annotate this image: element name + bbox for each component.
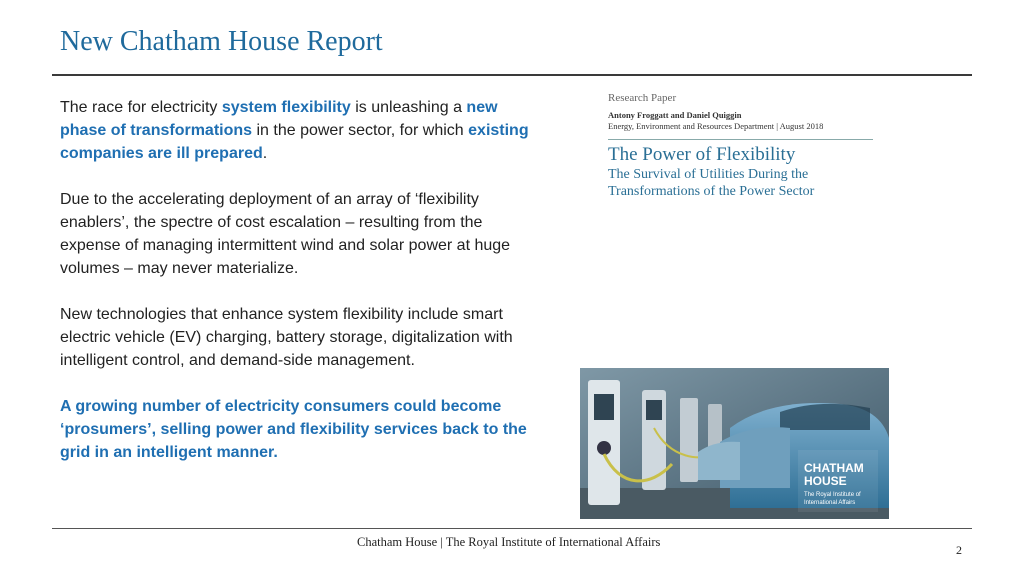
cover-label: Research Paper — [608, 92, 677, 104]
cover-title: The Power of Flexibility — [608, 144, 796, 165]
paragraph-1 — [60, 96, 540, 165]
ev-charging-illustration — [580, 368, 889, 519]
cover-authors: Antony Froggatt and Daniel Quiggin — [608, 110, 742, 120]
page-number: 2 — [956, 543, 962, 557]
p1-highlight-2: new phase of transformations — [60, 99, 498, 139]
p1-text-2: is unleashing a — [350, 99, 467, 116]
callout-paragraph: A growing number of electricity consumers could become ‘prosumers’, selling power and flexibility services back to the grid in an intelligent manner. — [60, 398, 527, 461]
logo-line-3: The Royal Institute of — [804, 492, 861, 498]
p1-text-4: . — [262, 145, 268, 162]
p1-text-3: in the power sector, for which — [252, 122, 469, 139]
chatham-house-logo — [798, 450, 878, 512]
cover-subtitle-2: Transformations of the Power Sector — [608, 184, 815, 199]
slide-title: New Chatham House Report — [60, 26, 383, 57]
logo-line-1: CHATHAM — [804, 461, 864, 475]
cover-subtitle-1: The Survival of Utilities During the — [608, 167, 809, 182]
p1-highlight-3: existing companies are ill prepared — [60, 122, 529, 162]
p1-text-1: The race for electricity — [60, 99, 222, 116]
p1-highlight-1: system flexibility — [221, 99, 351, 116]
ev-charging-photo — [580, 368, 889, 519]
logo-line-4: International Affairs — [804, 500, 856, 506]
cover-divider — [608, 139, 873, 140]
paragraph-3: New technologies that enhance system flexibility include smart electric vehicle (EV) charging, battery storage, digitalization with intelligent control, and demand-side management. — [60, 306, 513, 369]
body-text — [60, 96, 540, 487]
footer-text: Chatham House | The Royal Institute of International Affairs — [357, 535, 661, 549]
cover-department: Energy, Environment and Resources Department | August 2018 — [608, 121, 824, 131]
footer-divider — [52, 528, 972, 529]
report-cover-thumbnail — [608, 92, 898, 222]
paragraph-2: Due to the accelerating deployment of an array of ‘flexibility enablers’, the spectre of cost escalation – resulting from the expense of managing intermittent wind and solar power at huge volumes – may never materialize. — [60, 191, 511, 277]
logo-line-2: HOUSE — [804, 474, 847, 488]
title-divider — [52, 74, 972, 76]
